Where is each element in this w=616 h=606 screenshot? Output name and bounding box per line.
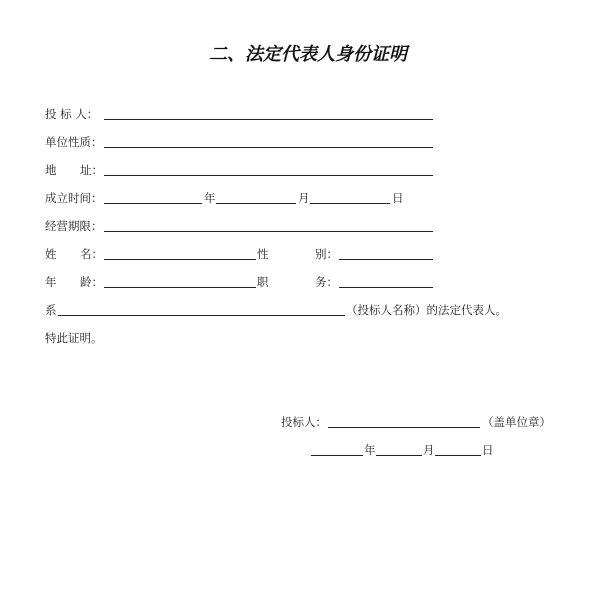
name-label-char2: 名：: [80, 247, 103, 261]
age-label-char1: 年: [45, 275, 57, 289]
document-title: 二、法定代表人身份证明: [209, 44, 407, 65]
address-label-char1: 地: [45, 163, 57, 177]
sign-month-line[interactable]: [376, 455, 422, 456]
relation-prefix: 系: [45, 303, 57, 317]
established-day-label: 日: [392, 191, 404, 205]
relation-suffix: （投标人名称）的法定代表人。: [346, 303, 507, 317]
bidder-line[interactable]: [104, 119, 433, 120]
unit-nature-label: 单位性质：: [45, 135, 103, 149]
signature-label: 投标人：: [281, 415, 327, 429]
established-label: 成立时间：: [45, 191, 103, 205]
position-label-char1: 职: [257, 275, 269, 289]
unit-nature-line[interactable]: [104, 147, 433, 148]
bidder-label: 投 标 人：: [45, 107, 99, 121]
bidder-name-line[interactable]: [58, 315, 345, 316]
signature-line[interactable]: [328, 427, 480, 428]
sign-month-label: 月: [423, 443, 435, 457]
certify-text: 特此证明。: [45, 331, 103, 345]
name-line[interactable]: [104, 259, 256, 260]
address-label-char2: 址：: [80, 163, 103, 177]
position-line[interactable]: [339, 287, 433, 288]
business-term-line[interactable]: [104, 231, 433, 232]
seal-note: （盖单位章）: [482, 415, 551, 429]
gender-label-char2: 别：: [315, 247, 338, 261]
position-label-char2: 务：: [315, 275, 338, 289]
established-month-line[interactable]: [216, 203, 296, 204]
name-label-char1: 姓: [45, 247, 57, 261]
gender-line[interactable]: [339, 259, 433, 260]
age-line[interactable]: [104, 287, 256, 288]
gender-label-char1: 性: [257, 247, 269, 261]
age-label-char2: 龄：: [80, 275, 103, 289]
established-day-line[interactable]: [310, 203, 390, 204]
sign-year-label: 年: [364, 443, 376, 457]
address-line[interactable]: [104, 175, 433, 176]
sign-day-label: 日: [482, 443, 494, 457]
sign-day-line[interactable]: [435, 455, 481, 456]
established-year-line[interactable]: [104, 203, 202, 204]
established-month-label: 月: [298, 191, 310, 205]
established-year-label: 年: [204, 191, 216, 205]
sign-year-line[interactable]: [311, 455, 363, 456]
business-term-label: 经营期限：: [45, 219, 103, 233]
